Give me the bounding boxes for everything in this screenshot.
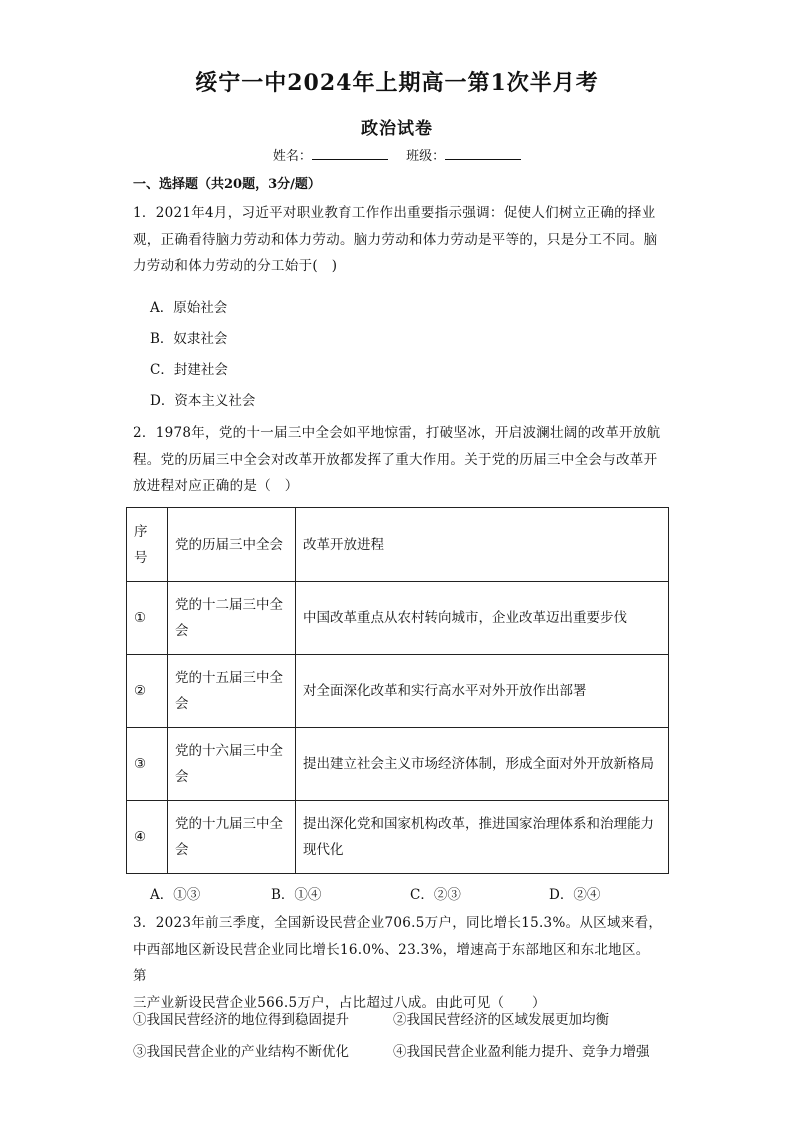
question-3-statement-1: ①我国民营经济的地位得到稳固提升 [133, 1012, 349, 1028]
name-blank[interactable] [312, 146, 388, 160]
question-1-line: 观，正确看待脑力劳动和体力劳动。脑力劳动和体力劳动是平等的，只是分工不同。脑 [133, 231, 658, 248]
table-row [127, 728, 669, 801]
question-1-option-d[interactable]: D．资本主义社会 [150, 393, 256, 409]
question-2-table [126, 507, 669, 874]
row-session: 党的十二届三中全会 [168, 582, 296, 655]
section-heading: 一、选择题（共20题，3分/题） [133, 177, 321, 192]
header-session: 党的历届三中全会 [168, 508, 296, 582]
question-2-option-a[interactable]: A．①③ [150, 887, 201, 903]
question-2-option-c[interactable]: C．②③ [410, 887, 461, 903]
question-2-line: 放进程对应正确的是（ ） [133, 478, 299, 494]
question-3-line: 三产业新设民营企业566.5万户，占比超过八成。由此可见（ ） [133, 994, 546, 1011]
question-2-option-d[interactable]: D．②④ [549, 887, 601, 903]
question-3-statement-4: ④我国民营企业盈利能力提升、竞争力增强 [393, 1044, 650, 1060]
row-num: ③ [127, 728, 168, 801]
question-2-line: 程。党的历届三中全会对改革开放都发挥了重大作用。关于党的历届三中全会与改革开 [133, 451, 658, 468]
question-1-line: 1．2021年4月，习近平对职业教育工作作出重要指示强调：促使人们树立正确的择业 [133, 205, 656, 221]
exam-title: 绥宁一中2024年上期高一第1次半月考 [195, 70, 599, 96]
question-2-stem [133, 420, 663, 500]
row-num: ④ [127, 801, 168, 874]
question-3-statement-2: ②我国民营经济的区域发展更加均衡 [393, 1012, 609, 1028]
name-label: 姓名： [272, 149, 312, 164]
table-row [127, 582, 669, 655]
header-process: 改革开放进程 [296, 508, 669, 582]
table-row [127, 655, 669, 728]
row-num: ② [127, 655, 168, 728]
table-row [127, 801, 669, 874]
class-blank[interactable] [445, 146, 521, 160]
row-process: 提出深化党和国家机构改革，推进国家治理体系和治理能力现代化 [296, 801, 669, 874]
row-session: 党的十六届三中全会 [168, 728, 296, 801]
student-info [0, 145, 794, 164]
question-1-option-a[interactable]: A．原始社会 [150, 300, 228, 316]
question-1-option-c[interactable]: C．封建社会 [150, 362, 228, 378]
question-3-line: 中西部地区新设民营企业同比增长16.0%、23.3%，增速高于东部地区和东北地区。第 [133, 941, 650, 984]
row-process: 对全面深化改革和实行高水平对外开放作出部署 [296, 655, 669, 728]
row-process: 提出建立社会主义市场经济体制，形成全面对外开放新格局 [296, 728, 669, 801]
question-3-statement-3: ③我国民营企业的产业结构不断优化 [133, 1044, 349, 1060]
exam-subtitle: 政治试卷 [361, 119, 433, 139]
row-session: 党的十九届三中全会 [168, 801, 296, 874]
row-num: ① [127, 582, 168, 655]
question-2-line: 2．1978年，党的十一届三中全会如平地惊雷，打破坚冰，开启波澜壮阔的改革开放航 [133, 425, 661, 441]
question-1-option-b[interactable]: B．奴隶社会 [150, 331, 228, 347]
row-session: 党的十五届三中全会 [168, 655, 296, 728]
question-2-option-b[interactable]: B．①④ [271, 887, 322, 903]
question-1-line: 力劳动和体力劳动的分工始于( ) [133, 258, 338, 274]
table-header-row [127, 508, 669, 582]
row-process: 中国改革重点从农村转向城市，企业改革迈出重要步伐 [296, 582, 669, 655]
header-num: 序号 [127, 508, 168, 582]
class-label: 班级： [406, 149, 446, 164]
question-3-line: 3．2023年前三季度，全国新设民营企业706.5万户，同比增长15.3%。从区域来看， [133, 915, 663, 931]
question-3-stem [133, 910, 663, 1016]
question-1-stem [133, 200, 663, 280]
